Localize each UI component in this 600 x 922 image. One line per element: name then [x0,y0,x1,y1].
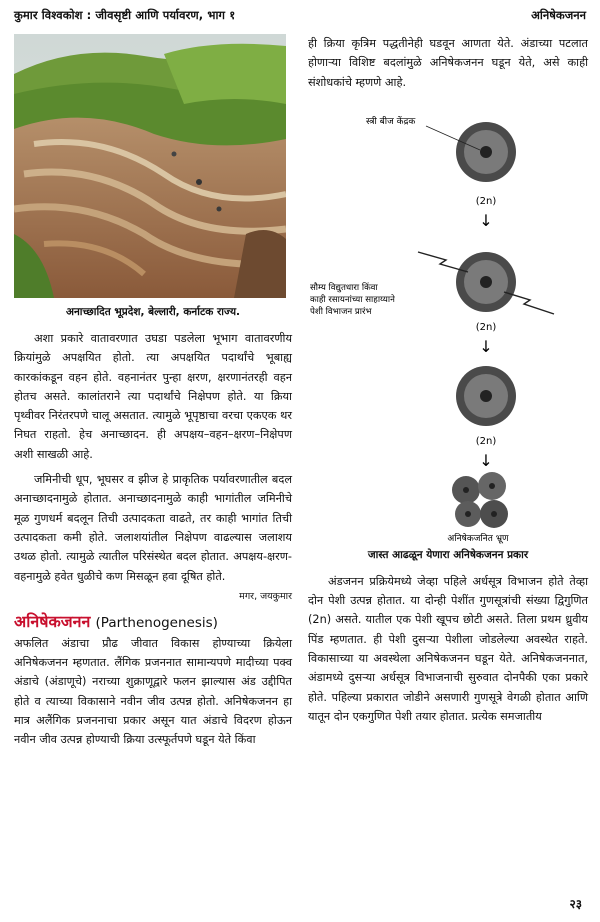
dividing-cell-icon [456,366,516,426]
stimulated-cell-icon [456,252,516,312]
label-ploidy-1: (2n) [475,195,497,207]
book-title: कुमार विश्वकोश : जीवसृष्टी आणि पर्यावरण, भाग १ [14,8,236,22]
heading-marathi: अनिषेकजनन [14,611,91,631]
author-signature: मगर, जयकुमार [239,590,292,602]
left-column [14,34,292,750]
diagram-caption: जास्त आढळून येणारा अनिषेकजनन प्रकार [367,548,529,561]
paragraph-denudation-1: अशा प्रकारे वातावरणात उघडा पडलेला भूभाग वातावरणीय क्रियांमुळे अपक्षयित होतो. त्या अपक्षयित पदार्थांचे भूबाह्य कारकांकडून वहन होते. वहनानंतर पुन्हा क्षरण, क्षरणानंतरही वहन होतच असते. कालांतराने त्या पदार्थांचे निक्षेपण होते. या क्रिया पृथ्वीवर निरंतरपणे चालू असतात. त्यामुळे भूपृष्ठाचा वरचा एकएक थर निघत राहतो. हेच अनाच्छादन. ही अपक्षय–वहन–क्षरण–निक्षेपण अशी साखळी आहे. [14,332,292,461]
paragraph-parthenogenesis-3: अंडजनन प्रक्रियेमध्ये जेव्हा पहिले अर्धसूत्र विभाजन होते तेव्हा दोन पेशी उत्पन्न होतात. या दोन्ही पेशींत गुणसूत्रांची संख्या द्विगुणित (2n) असते. यातील एक पेशी खूपच छोटी असते. तिला प्रथम ध्रुवीय पिंड म्हणतात. ही पेशी दुसऱ्या पेशीला जोडलेल्या अवस्थेत राहते. विकासाच्या या अवस्थेला अनिषेकजनन घडून येते. अनिषेकजननात, अंडामध्ये दुसऱ्या अर्धसूत्र विभाजनाची सुरुवात दोनपैकी एका प्रकारे होते. पहिल्या प्रकारात जोडीने असणारी गुणसूत्रे वेगळी होतात आणि यातून दोन एकगुणित पेशी तयार होतात. प्रत्येक समजातीय [308,574,588,723]
down-arrow-icon: ↓ [479,210,493,230]
down-arrow-icon: ↓ [479,450,493,470]
label-nucleus: स्त्री बीज केंद्रक [366,116,416,127]
egg-cell-icon [456,122,516,182]
down-arrow-icon: ↓ [479,336,493,356]
embryo-cluster-icon [452,472,508,528]
label-stimulus-line3: पेशी विभाजन प्रारंभ [310,306,372,317]
page-header [0,0,600,26]
entry-heading [14,610,292,632]
paragraph-parthenogenesis-1: अफलित अंडाचा प्रौढ जीवात विकास होण्याच्या क्रियेला अनिषेकजनन म्हणतात. लैंगिक प्रजननात सामान्यपणे मादीच्या पक्व अंडाचे (अंडाणूचे) नराच्या शुक्राणूद्वारे फलन झाल्यास अंड उद्दीपित होते व त्याच्या विकासाने नवीन जीव उत्पन्न होतो. अनिषेकजनन हा मात्र अलैंगिक प्रजननाचा प्रकार असून यात अंडाचे विदरण होऊन नवीन जीव उत्पन्न होण्याची क्रिया उत्स्फूर्तपणे घडून येते किंवा [14,636,292,747]
page-number: २३ [569,897,582,911]
landscape-photo [14,34,286,298]
running-head: अनिषेकजनन [531,8,586,22]
label-embryo: अनिषेकजनित भ्रूण [447,533,509,544]
label-ploidy-2: (2n) [475,321,497,333]
paragraph-denudation-2: जमिनीची धूप, भूघसर व झीज हे प्राकृतिक पर्यावरणातील बदल अनाच्छादनामुळे होतात. अनाच्छादनामुळे काही भागांतील जमिनीचे मूळ गुणधर्म बदलून तिची उत्पादकता वाढते, तर काही भागांत तिची उत्पादकता कमी होते. जलाशयांतील निक्षेपण वाढल्यास जलाशय उथळ होतो. त्यामुळे त्यातील परिसंस्थेत बदल होतात. अपक्षय-क्षरण-वहनामुळे हवेत धुळीचे कण मिसळून हवा दूषित होते. [14,473,292,583]
photo-caption: अनाच्छादित भूप्रदेश, बेल्लारी, कर्नाटक राज्य. [65,306,241,318]
label-stimulus-line2: काही रसायनांच्या साहाय्याने [310,294,395,305]
label-ploidy-3: (2n) [475,435,497,447]
label-stimulus-line1: सौम्य विद्युतधारा किंवा [310,282,378,293]
right-column [308,34,588,726]
parthenogenesis-diagram [308,94,588,544]
paragraph-parthenogenesis-2: ही क्रिया कृत्रिम पद्धतीनेही घडवून आणता येते. अंडाच्या पटलात होणाऱ्या विशिष्ट बदलांमुळे अनिषेकजनन घडून येते, असे काही संशोधकांचे म्हणणे आहे. [308,37,588,89]
heading-english: (Parthenogenesis) [95,614,218,631]
